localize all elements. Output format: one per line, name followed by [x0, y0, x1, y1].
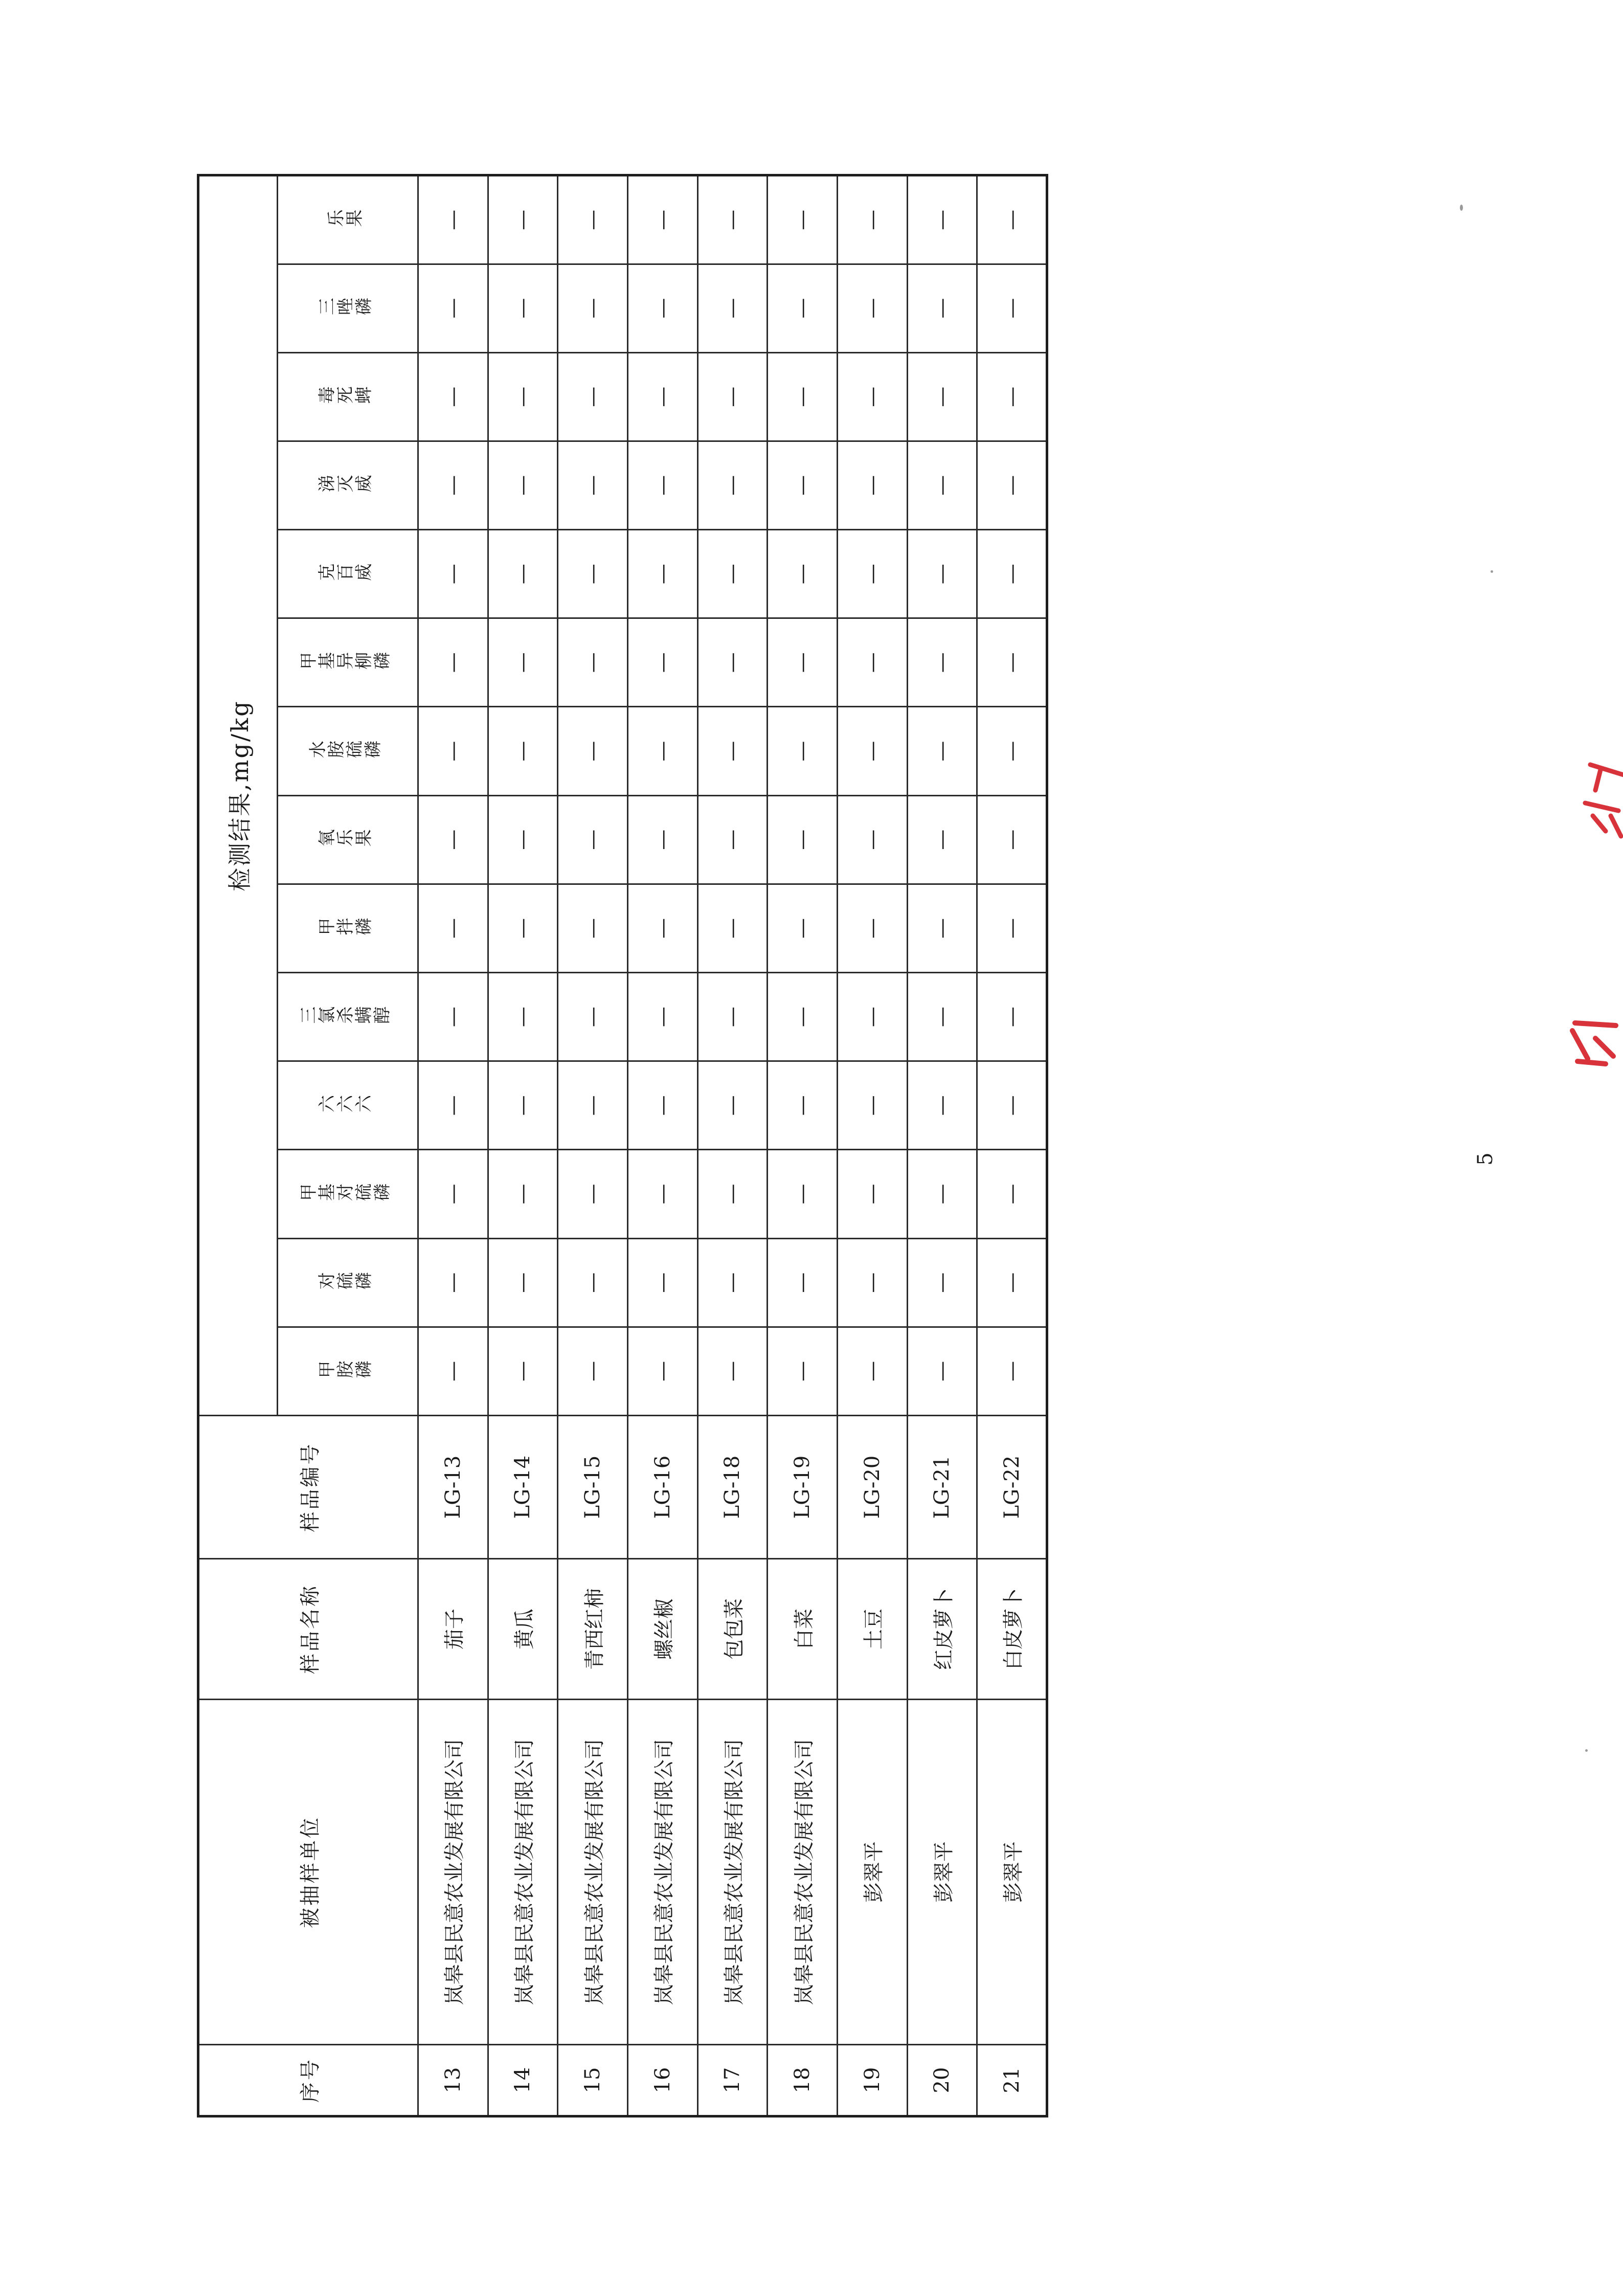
- cell-sample-name: 茄子: [418, 1559, 488, 1700]
- cell-sample-code: LG-21: [907, 1416, 977, 1559]
- cell-result: —: [627, 352, 697, 441]
- cell-unit: 彭翠平: [977, 1700, 1047, 2045]
- cell-result: —: [768, 618, 838, 707]
- header-unit: 被抽样单位: [198, 1700, 418, 2045]
- cell-sample-code: LG-18: [697, 1416, 768, 1559]
- cell-result: —: [768, 884, 838, 972]
- cell-sample-name: 黄瓜: [488, 1559, 558, 1700]
- cell-result: —: [837, 1238, 907, 1327]
- cell-result: —: [907, 175, 977, 264]
- header-sample-name: 样品名称: [198, 1559, 418, 1700]
- header-analyte: 六六六: [278, 1061, 418, 1150]
- cell-result: —: [627, 973, 697, 1061]
- cell-result: —: [837, 973, 907, 1061]
- cell-result: —: [907, 441, 977, 529]
- cell-seq: 13: [418, 2045, 488, 2116]
- cell-result: —: [418, 1238, 488, 1327]
- cell-result: —: [488, 1150, 558, 1238]
- cell-result: —: [418, 795, 488, 884]
- cell-result: —: [907, 352, 977, 441]
- table-row: [907, 175, 977, 2116]
- cell-unit: 岚皋县民意农业发展有限公司: [418, 1700, 488, 2045]
- cell-result: —: [418, 530, 488, 618]
- cell-sample-name: 螺丝椒: [627, 1559, 697, 1700]
- cell-result: —: [768, 973, 838, 1061]
- cell-unit: 岚皋县民意农业发展有限公司: [488, 1700, 558, 2045]
- cell-seq: 21: [977, 2045, 1047, 2116]
- header-analyte: 三唑磷: [278, 264, 418, 352]
- header-analyte: 毒死蜱: [278, 352, 418, 441]
- cell-result: —: [558, 795, 628, 884]
- table-row: [418, 175, 488, 2116]
- cell-result: —: [697, 1061, 768, 1150]
- cell-result: —: [837, 352, 907, 441]
- cell-result: —: [558, 441, 628, 529]
- table-row: [977, 175, 1047, 2116]
- cell-result: —: [907, 707, 977, 795]
- cell-result: —: [627, 441, 697, 529]
- cell-result: —: [488, 1061, 558, 1150]
- cell-result: —: [558, 973, 628, 1061]
- cell-result: —: [907, 618, 977, 707]
- cell-result: —: [768, 352, 838, 441]
- page-number: 5: [1474, 1152, 1497, 1166]
- cell-result: —: [418, 1327, 488, 1415]
- cell-result: —: [488, 352, 558, 441]
- cell-unit: 彭翠平: [907, 1700, 977, 2045]
- cell-result: —: [697, 618, 768, 707]
- cell-result: —: [977, 530, 1047, 618]
- stamp-fragment-top: [1575, 754, 1623, 841]
- cell-result: —: [768, 795, 838, 884]
- cell-result: —: [418, 441, 488, 529]
- cell-result: —: [977, 1061, 1047, 1150]
- cell-result: —: [627, 1238, 697, 1327]
- cell-result: —: [837, 884, 907, 972]
- cell-result: —: [488, 530, 558, 618]
- cell-result: —: [977, 264, 1047, 352]
- cell-result: —: [907, 530, 977, 618]
- cell-result: —: [488, 1327, 558, 1415]
- cell-sample-code: LG-20: [837, 1416, 907, 1559]
- cell-result: —: [488, 707, 558, 795]
- cell-result: —: [488, 618, 558, 707]
- table-row: [488, 175, 558, 2116]
- cell-result: —: [418, 1061, 488, 1150]
- header-analyte: 甲基对硫磷: [278, 1150, 418, 1238]
- cell-result: —: [697, 175, 768, 264]
- table-row: [558, 175, 628, 2116]
- cell-result: —: [627, 618, 697, 707]
- cell-result: —: [418, 1150, 488, 1238]
- header-analyte: 甲基异柳磷: [278, 618, 418, 707]
- cell-result: —: [418, 264, 488, 352]
- cell-result: —: [558, 175, 628, 264]
- cell-result: —: [418, 618, 488, 707]
- cell-result: —: [768, 264, 838, 352]
- cell-unit: 岚皋县民意农业发展有限公司: [627, 1700, 697, 2045]
- cell-seq: 19: [837, 2045, 907, 2116]
- cell-result: —: [977, 884, 1047, 972]
- cell-seq: 20: [907, 2045, 977, 2116]
- cell-result: —: [907, 1327, 977, 1415]
- header-seq: 序号: [198, 2045, 418, 2116]
- cell-result: —: [558, 618, 628, 707]
- cell-result: —: [418, 973, 488, 1061]
- cell-result: —: [697, 264, 768, 352]
- cell-result: —: [488, 884, 558, 972]
- cell-result: —: [768, 707, 838, 795]
- cell-result: —: [837, 707, 907, 795]
- cell-result: —: [488, 973, 558, 1061]
- header-analyte: 氧乐果: [278, 795, 418, 884]
- scan-speck: [1460, 205, 1463, 211]
- cell-result: —: [697, 441, 768, 529]
- cell-result: —: [627, 1061, 697, 1150]
- cell-sample-code: LG-15: [558, 1416, 628, 1559]
- cell-result: —: [977, 1238, 1047, 1327]
- cell-result: —: [907, 1238, 977, 1327]
- cell-result: —: [977, 618, 1047, 707]
- header-analyte: 水胺硫磷: [278, 707, 418, 795]
- cell-seq: 15: [558, 2045, 628, 2116]
- stamp-fragment-bottom: [1565, 1010, 1623, 1069]
- cell-result: —: [837, 795, 907, 884]
- cell-result: —: [558, 1238, 628, 1327]
- cell-result: —: [418, 884, 488, 972]
- cell-sample-code: LG-22: [977, 1416, 1047, 1559]
- cell-result: —: [418, 707, 488, 795]
- header-analyte: 克百威: [278, 530, 418, 618]
- cell-result: —: [627, 707, 697, 795]
- cell-sample-name: 红皮萝卜: [907, 1559, 977, 1700]
- cell-result: —: [837, 441, 907, 529]
- cell-result: —: [977, 1150, 1047, 1238]
- cell-result: —: [697, 1150, 768, 1238]
- cell-result: —: [558, 530, 628, 618]
- results-table-rotated: [197, 176, 1048, 2117]
- cell-result: —: [697, 795, 768, 884]
- table-row: [768, 175, 838, 2116]
- cell-sample-name: 青西红柿: [558, 1559, 628, 1700]
- table-row: [837, 175, 907, 2116]
- header-results-group: 检测结果,mg/kg: [198, 175, 278, 1416]
- cell-result: —: [977, 441, 1047, 529]
- cell-result: —: [977, 973, 1047, 1061]
- cell-result: —: [488, 1238, 558, 1327]
- scan-speck: [1491, 570, 1493, 573]
- cell-result: —: [697, 1327, 768, 1415]
- cell-seq: 18: [768, 2045, 838, 2116]
- cell-result: —: [837, 1327, 907, 1415]
- header-analyte: 甲拌磷: [278, 884, 418, 972]
- cell-result: —: [837, 264, 907, 352]
- cell-sample-code: LG-16: [627, 1416, 697, 1559]
- cell-result: —: [768, 1327, 838, 1415]
- cell-result: —: [627, 175, 697, 264]
- cell-result: —: [768, 175, 838, 264]
- cell-result: —: [488, 175, 558, 264]
- cell-result: —: [558, 264, 628, 352]
- table-row: [697, 175, 768, 2116]
- header-analyte: 甲胺磷: [278, 1327, 418, 1415]
- cell-result: —: [977, 707, 1047, 795]
- cell-sample-code: LG-19: [768, 1416, 838, 1559]
- cell-unit: 岚皋县民意农业发展有限公司: [697, 1700, 768, 2045]
- cell-result: —: [418, 175, 488, 264]
- cell-result: —: [977, 795, 1047, 884]
- cell-result: —: [697, 707, 768, 795]
- cell-result: —: [837, 618, 907, 707]
- cell-result: —: [837, 1061, 907, 1150]
- table-row: [627, 175, 697, 2116]
- cell-result: —: [697, 973, 768, 1061]
- cell-seq: 14: [488, 2045, 558, 2116]
- header-analyte: 三氯杀螨醇: [278, 973, 418, 1061]
- cell-result: —: [627, 264, 697, 352]
- cell-result: —: [768, 530, 838, 618]
- cell-result: —: [768, 441, 838, 529]
- cell-result: —: [907, 884, 977, 972]
- cell-result: —: [418, 352, 488, 441]
- cell-result: —: [697, 352, 768, 441]
- header-sample-code: 样品编号: [198, 1416, 418, 1559]
- cell-result: —: [627, 884, 697, 972]
- cell-sample-code: LG-13: [418, 1416, 488, 1559]
- cell-unit: 岚皋县民意农业发展有限公司: [768, 1700, 838, 2045]
- cell-result: —: [837, 530, 907, 618]
- cell-result: —: [697, 884, 768, 972]
- cell-result: —: [837, 175, 907, 264]
- cell-sample-name: 包包菜: [697, 1559, 768, 1700]
- cell-result: —: [488, 264, 558, 352]
- cell-result: —: [488, 441, 558, 529]
- cell-result: —: [768, 1150, 838, 1238]
- cell-unit: 岚皋县民意农业发展有限公司: [558, 1700, 628, 2045]
- cell-result: —: [558, 884, 628, 972]
- cell-result: —: [907, 1150, 977, 1238]
- cell-result: —: [627, 1150, 697, 1238]
- cell-result: —: [697, 1238, 768, 1327]
- cell-result: —: [907, 795, 977, 884]
- cell-sample-code: LG-14: [488, 1416, 558, 1559]
- cell-result: —: [837, 1150, 907, 1238]
- cell-seq: 17: [697, 2045, 768, 2116]
- cell-result: —: [488, 795, 558, 884]
- header-analyte: 乐果: [278, 175, 418, 264]
- cell-result: —: [768, 1238, 838, 1327]
- cell-result: —: [558, 1061, 628, 1150]
- cell-result: —: [558, 707, 628, 795]
- cell-sample-name: 土豆: [837, 1559, 907, 1700]
- cell-result: —: [627, 795, 697, 884]
- table-body: [418, 175, 1047, 2116]
- cell-unit: 彭翠平: [837, 1700, 907, 2045]
- header-analyte: 对硫磷: [278, 1238, 418, 1327]
- cell-seq: 16: [627, 2045, 697, 2116]
- cell-result: —: [558, 1327, 628, 1415]
- cell-result: —: [627, 530, 697, 618]
- pesticide-results-table: [197, 174, 1048, 2117]
- cell-result: —: [977, 175, 1047, 264]
- cell-result: —: [558, 1150, 628, 1238]
- cell-result: —: [907, 973, 977, 1061]
- cell-result: —: [558, 352, 628, 441]
- cell-result: —: [907, 1061, 977, 1150]
- cell-result: —: [627, 1327, 697, 1415]
- cell-result: —: [697, 530, 768, 618]
- cell-result: —: [907, 264, 977, 352]
- scan-speck: [1585, 1749, 1588, 1752]
- cell-result: —: [977, 352, 1047, 441]
- cell-result: —: [768, 1061, 838, 1150]
- header-analyte: 涕灭威: [278, 441, 418, 529]
- cell-sample-name: 白菜: [768, 1559, 838, 1700]
- cell-sample-name: 白皮萝卜: [977, 1559, 1047, 1700]
- cell-result: —: [977, 1327, 1047, 1415]
